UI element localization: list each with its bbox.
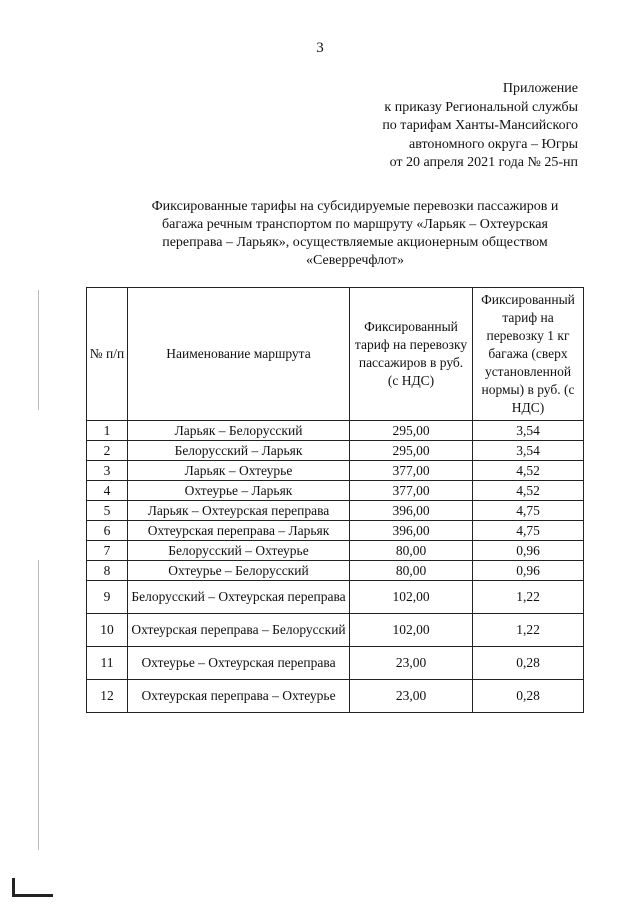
tariff-table bbox=[86, 287, 584, 713]
margin-line-lower bbox=[38, 560, 39, 850]
title-line: Фиксированные тарифы на субсидируемые перевозки пассажиров и bbox=[151, 199, 559, 214]
cell-passenger: 80,00 bbox=[350, 541, 473, 561]
cell-route: Белорусский – Охтеурская переправа bbox=[128, 581, 350, 614]
cell-passenger: 396,00 bbox=[350, 521, 473, 541]
cell-passenger: 295,00 bbox=[350, 441, 473, 461]
table-row bbox=[87, 614, 584, 647]
cell-num: 10 bbox=[87, 614, 128, 647]
cell-route: Ларьяк – Охтеурская переправа bbox=[128, 501, 350, 521]
cell-passenger: 80,00 bbox=[350, 561, 473, 581]
cell-baggage: 0,96 bbox=[473, 561, 584, 581]
cell-baggage: 4,75 bbox=[473, 501, 584, 521]
table-header-row bbox=[87, 288, 584, 421]
table-row bbox=[87, 680, 584, 713]
table-row bbox=[87, 541, 584, 561]
cell-num: 1 bbox=[87, 421, 128, 441]
cell-baggage: 1,22 bbox=[473, 581, 584, 614]
cell-num: 4 bbox=[87, 481, 128, 501]
table-row bbox=[87, 441, 584, 461]
cell-num: 8 bbox=[87, 561, 128, 581]
cell-num: 12 bbox=[87, 680, 128, 713]
appendix-line: по тарифам Ханты-Мансийского bbox=[382, 118, 578, 133]
cell-baggage: 4,75 bbox=[473, 521, 584, 541]
cell-passenger: 396,00 bbox=[350, 501, 473, 521]
cell-route: Охтеурье – Ларьяк bbox=[128, 481, 350, 501]
cell-num: 3 bbox=[87, 461, 128, 481]
cell-route: Охтеурье – Белорусский bbox=[128, 561, 350, 581]
table-row bbox=[87, 647, 584, 680]
table-row bbox=[87, 481, 584, 501]
cell-passenger: 102,00 bbox=[350, 581, 473, 614]
cell-baggage: 4,52 bbox=[473, 461, 584, 481]
table-row bbox=[87, 521, 584, 541]
document-title bbox=[120, 198, 590, 270]
cell-route: Охтеурская переправа – Ларьяк bbox=[128, 521, 350, 541]
cell-num: 7 bbox=[87, 541, 128, 561]
cell-route: Охтеурская переправа – Белорусский bbox=[128, 614, 350, 647]
cell-num: 6 bbox=[87, 521, 128, 541]
cell-route: Охтеурье – Охтеурская переправа bbox=[128, 647, 350, 680]
cell-baggage: 3,54 bbox=[473, 441, 584, 461]
cell-passenger: 23,00 bbox=[350, 647, 473, 680]
cell-num: 11 bbox=[87, 647, 128, 680]
table-row bbox=[87, 461, 584, 481]
cell-baggage: 3,54 bbox=[473, 421, 584, 441]
table-row bbox=[87, 581, 584, 614]
table-row bbox=[87, 501, 584, 521]
table-row bbox=[87, 561, 584, 581]
cell-route: Ларьяк – Белорусский bbox=[128, 421, 350, 441]
cell-baggage: 0,96 bbox=[473, 541, 584, 561]
cell-baggage: 1,22 bbox=[473, 614, 584, 647]
header-num: № п/п bbox=[87, 288, 128, 421]
margin-line-upper bbox=[38, 290, 39, 410]
table-row bbox=[87, 421, 584, 441]
page-number: 3 bbox=[316, 40, 324, 56]
cell-route: Охтеурская переправа – Охтеурье bbox=[128, 680, 350, 713]
title-line: переправа – Ларьяк», осуществляемые акционерным обществом bbox=[162, 235, 548, 250]
cell-baggage: 0,28 bbox=[473, 647, 584, 680]
title-line: «Северречфлот» bbox=[305, 253, 404, 268]
appendix-block bbox=[382, 80, 578, 173]
appendix-line: Приложение bbox=[502, 81, 578, 96]
cell-passenger: 295,00 bbox=[350, 421, 473, 441]
header-baggage-tariff: Фиксированный тариф на перевозку 1 кг багажа (сверх установленной нормы) в руб. (с НДС) bbox=[473, 288, 584, 421]
cell-baggage: 4,52 bbox=[473, 481, 584, 501]
cell-num: 9 bbox=[87, 581, 128, 614]
cell-baggage: 0,28 bbox=[473, 680, 584, 713]
cell-passenger: 23,00 bbox=[350, 680, 473, 713]
appendix-line: к приказу Региональной службы bbox=[384, 99, 578, 115]
cell-passenger: 377,00 bbox=[350, 461, 473, 481]
cell-route: Белорусский – Ларьяк bbox=[128, 441, 350, 461]
cell-passenger: 102,00 bbox=[350, 614, 473, 647]
title-line: багажа речным транспортом по маршруту «Ларьяк – Охтеурская bbox=[162, 217, 548, 232]
cell-route: Ларьяк – Охтеурье bbox=[128, 461, 350, 481]
appendix-line: автономного округа – Югры bbox=[409, 136, 578, 152]
cell-num: 2 bbox=[87, 441, 128, 461]
header-route: Наименование маршрута bbox=[128, 288, 350, 421]
cell-num: 5 bbox=[87, 501, 128, 521]
cell-route: Белорусский – Охтеурье bbox=[128, 541, 350, 561]
cell-passenger: 377,00 bbox=[350, 481, 473, 501]
appendix-line: от 20 апреля 2021 года № 25-нп bbox=[389, 155, 578, 170]
corner-crop-mark bbox=[12, 878, 53, 897]
header-passenger-tariff: Фиксированный тариф на перевозку пассажиров в руб. (с НДС) bbox=[350, 288, 473, 421]
